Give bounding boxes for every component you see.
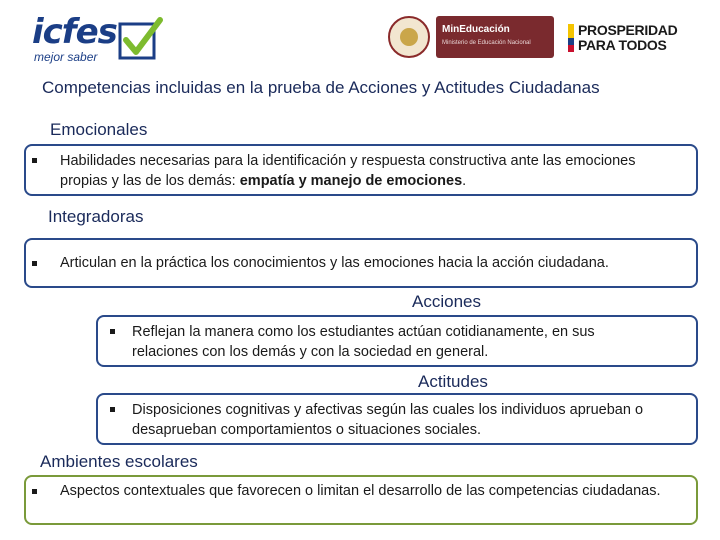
section-label-ambientes-escolares: Ambientes escolares [40,452,198,471]
section-label-emocionales: Emocionales [50,120,148,139]
prosperidad-logo [568,22,692,54]
mineducacion-logo [388,16,554,60]
section-label-acciones: Acciones [412,292,481,311]
prosperidad-line2: PARA TODOS [578,37,667,53]
bullet-icon [32,489,37,494]
ambientes-description: Aspectos contextuales que favorecen o limitan el desarrollo de las competencias ciudadanas. [60,483,661,499]
box-integradoras [24,238,698,288]
icfes-logo [28,12,168,66]
acciones-description: Reflejan la manera como los estudiantes actúan cotidianamente, en sus relaciones con los demás y con la sociedad en general. [132,324,595,360]
actitudes-description: Disposiciones cognitivas y afectivas según las cuales los individuos aprueban o desaprueban comportamientos o situaciones sociales. [132,402,644,438]
emocionales-highlight: empatía y manejo de emociones [239,173,463,189]
icfes-brand-text: icfes [32,12,117,52]
flag-yellow-bar [568,24,574,38]
page-title: Competencias incluidas en la prueba de Acciones y Actitudes Ciudadanas [42,78,600,97]
prosperidad-line1: PROSPERIDAD [578,22,678,38]
bullet-icon [32,261,37,266]
emocionales-description: Habilidades necesarias para la identificación y respuesta constructiva ante las emociones propias y las de los demás: empatía y manejo de emociones. [60,153,636,189]
flag-red-bar [568,45,574,52]
checkmark-icon [118,16,164,62]
bullet-icon [110,329,115,334]
box-emocionales [24,144,698,196]
box-ambientes-escolares [24,475,698,525]
box-acciones [96,315,698,367]
section-label-integradoras: Integradoras [48,207,144,226]
bullet-icon [110,407,115,412]
mineducacion-badge [436,16,554,58]
integradoras-description: Articulan en la práctica los conocimientos y las emociones hacia la acción ciudadana. [60,255,609,271]
section-label-actitudes: Actitudes [418,372,488,391]
mineducacion-title: MinEducación [442,24,510,35]
colombia-seal-icon [388,16,430,58]
icfes-tagline: mejor saber [34,50,98,64]
mineducacion-subtitle: Ministerio de Educación Nacional [442,40,531,46]
flag-blue-bar [568,38,574,45]
box-actitudes [96,393,698,445]
bullet-icon [32,158,37,163]
